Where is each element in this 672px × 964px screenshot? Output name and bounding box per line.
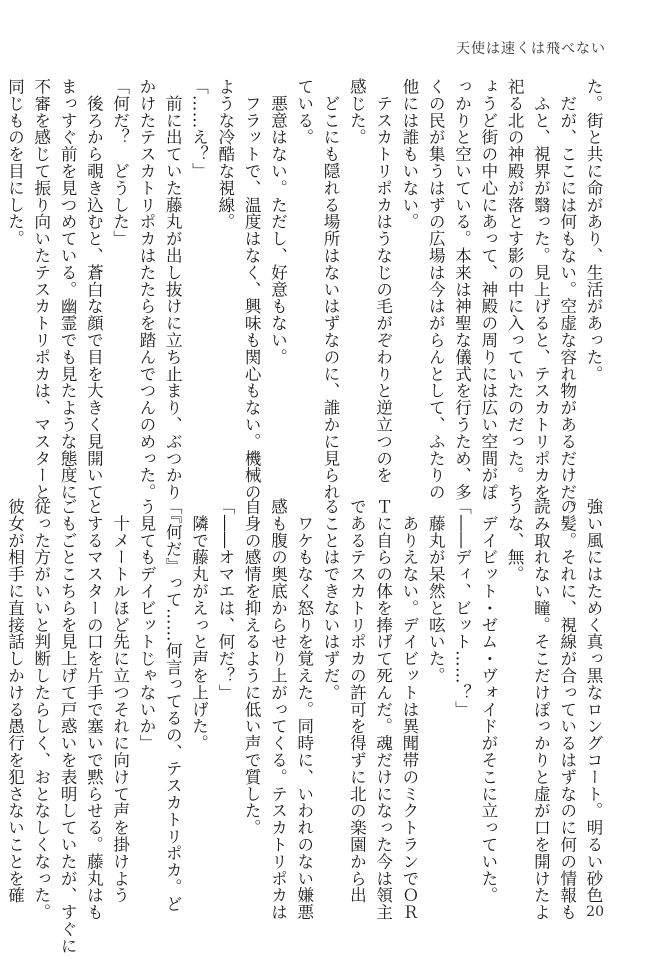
text-column: 「……え？」 [189,78,209,180]
text-column: 悪意はない。ただし、好意もない。 [268,78,288,366]
text-column: ような冷酷な視線。 [215,78,235,231]
text-column: デイビット・ゼム・ヴォイドがそこに立っていた。 [478,498,498,904]
text-column: かけたテスカトリポカはたたらを踏んでつんのめった。 [136,78,156,501]
text-column: 同じものを目にした。 [5,78,25,247]
text-column: 他には誰もいない。 [399,78,419,231]
text-column: ている。 [294,78,314,146]
text-column: 「――オマエは、何だ？」 [215,498,235,701]
text-column: 隣で藤丸がえっと声を上げた。 [189,498,209,752]
text-column: とするマスターの口を片手で塞いで黙らせる。藤丸はも [84,498,104,921]
text-column: Ｔに自らの体を捧げて死んだ。魂だけになった今は領主 [373,498,393,921]
text-column: ありえない。デイビットは異聞帯のミクトランでＯＲ [399,498,419,921]
text-column: だが、ここには何もない。空虚な容れ物があるだけだ。 [557,78,577,518]
text-column: 祀る北の神殿が落とす影の中に入っていたのだった。ち [505,78,525,501]
text-column: 「『何だ』って……何言ってるの、テスカトリポカ。ど [163,498,183,913]
text-column: テスカトリポカはうなじの毛がぞわりと逆立つのを [373,78,393,484]
text-column: であるテスカトリポカの許可を得ずに北の楽園から出 [347,498,367,904]
text-column: ごもごとこちらを見上げて戸惑いを表明していたが、すぐに [58,498,78,955]
text-column: どこにも隠れる場所はないはずなのに、誰かに見られ [321,78,341,501]
text-column: う見てもデイビットじゃないか」 [136,498,156,752]
running-head: 天使は速くは飛べない [456,41,606,57]
text-column: くの民が集うはずの広場は今はがらんとして、ふたりの [426,78,446,501]
text-column: 「――ディ、ビット……？」 [452,498,472,718]
text-column: 彼女が相手に直接話しかける愚行を犯さないことを確 [5,498,25,904]
text-column: 十メートルほど先に立つそれに向けて声を掛けよう [110,498,130,904]
text-column: た。街と共に命があり、生活があった。 [584,78,603,383]
text-column: 「何だ？ どうした」 [110,78,130,247]
text-column: まっすぐ前を見つめている。幽霊でも見たような態度に [58,78,78,501]
page-number: 20 [586,904,604,920]
text-column: 自身の感情を抑えるように低い声で質した。 [242,498,262,836]
text-column: 感も腹の奥底からせり上がってくる。テスカトリポカは [268,498,288,921]
text-column: 感じた。 [347,78,367,146]
text-column: ふと、視界が翳った。見上げると、テスカトリポカを [531,78,551,501]
text-column: フラットで、温度はなく、興味も関心もない。機械の [242,78,262,501]
text-block-upper [5,78,606,518]
text-column: ることはできないはずだ。 [321,498,341,701]
text-column: 強い風にはためく真っ黒なロングコート。明るい砂色 [584,498,603,904]
text-column: 前に出ていた藤丸が出し抜けに立ち止まり、ぶつかり [163,78,183,501]
text-column: 後ろから覗き込むと、蒼白な顔で目を大きく見開いて [84,78,104,501]
text-column: 従った方がいいと判断したらしく、おとなしくなった。 [31,498,51,921]
text-column: 不審を感じて振り向いたテスカトリポカは、マスターと [31,78,51,501]
text-column: ワケもなく怒りを覚えた。同時に、いわれのない嫌悪 [294,498,314,921]
text-column: 読み取れない瞳。そこだけぽっかりと虚が口を開けたよ [531,498,551,921]
text-column: っかりと空いている。本来は神聖な儀式を行うため、多 [452,78,472,501]
text-column: 藤丸が呆然と呟いた。 [426,498,446,684]
text-column: うな、無。 [505,498,525,583]
text-column: の髪。それに、視線が合っているはずなのに何の情報も [557,498,577,921]
text-column: ょうど街の中心にあって、神殿の周りには広い空間がぽ [478,78,498,501]
